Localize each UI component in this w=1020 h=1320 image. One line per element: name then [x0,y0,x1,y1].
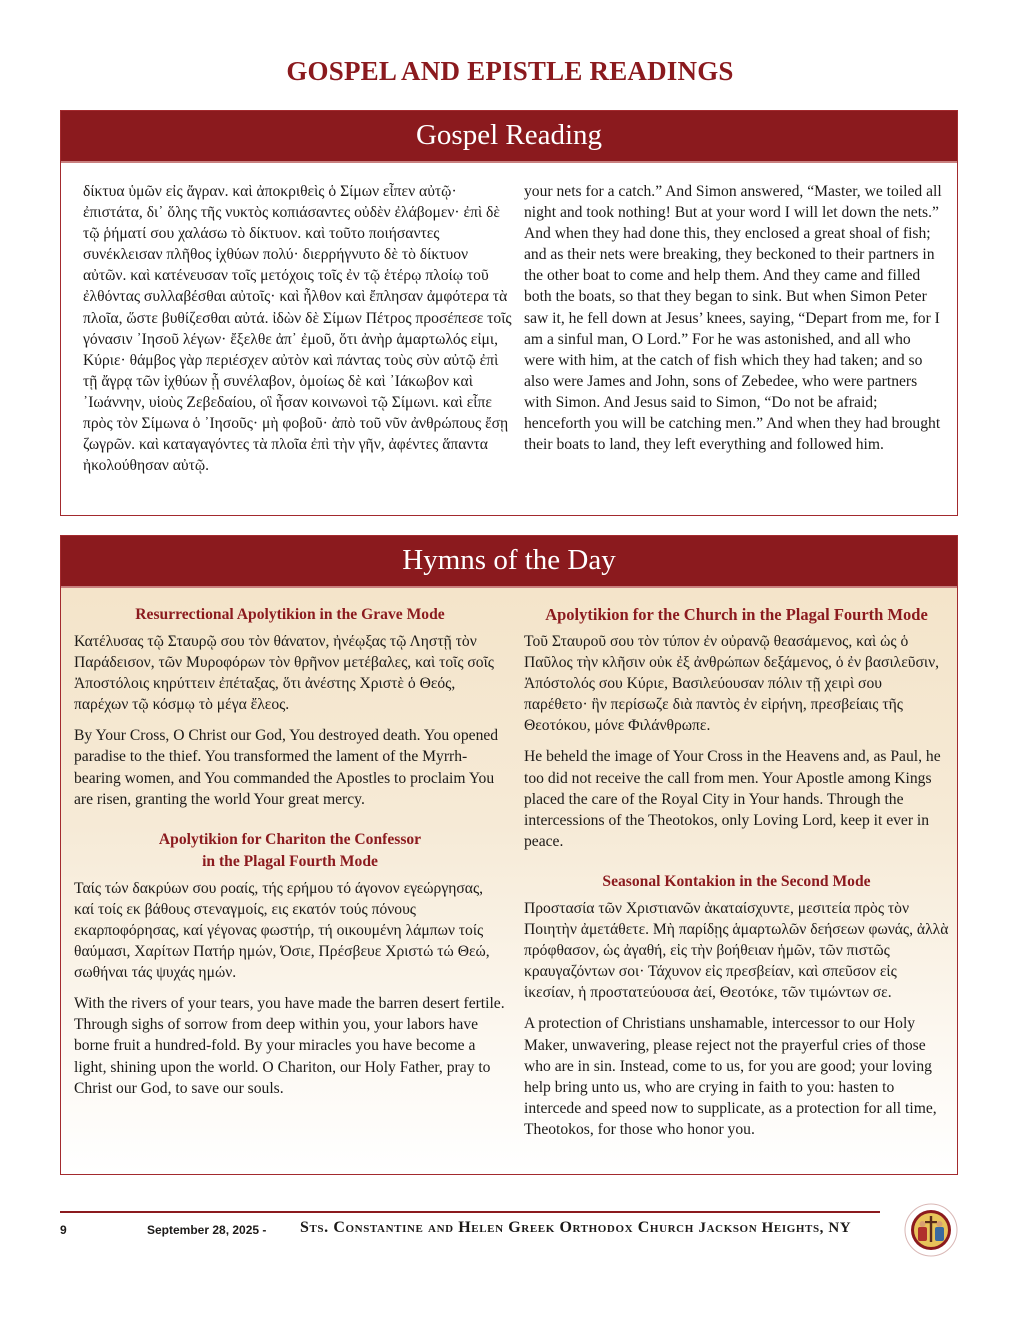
church-name-text: Sts. Constantine and Helen Greek Orthodox Church [300,1219,694,1236]
hymn-english-text: A protection of Christians unshamable, intercessor to our Holy Maker, unwavering, please reject not the prayerful cries of those who are in sin. Instead, come to us, for you are good; your loving help bring unto us, who are crying in faith to you: hasten to intercede and speed now to supplicate, as a protection for all time, Theotokos, for those who honor you. [524,1015,937,1138]
hymns-left-column [74,604,506,1109]
gospel-english-text: your nets for a catch.” And Simon answered, “Master, we toiled all night and took nothing! But at your word I will let down the nets.” And when they had done this, they enclosed a great shoal of fish; and as their nets were breaking, they beckoned to their partners in the other boat to come and help them. And they came and filled both the boats, so that they began to sink. But when Simon Peter saw it, he fell down at Jesus’ knees, saying, “Depart from me, for I am a sinful man, O Lord.” For he was astonished, and all who were with him, at the catch of fish which they had taken; and so also were James and John, sons of Zebedee, who were partners with Simon. And Jesus said to Simon, “Do not be afraid; henceforth you will be catching men.” And when they had brought their boats to land, they left everything and followed him. [524,183,942,454]
page-number: 9 [60,1223,67,1237]
hymn-title: Apolytikion for the Church in the Plagal Fourth Mode [545,605,928,624]
page-footer [0,1219,1020,1243]
hymns-heading: Hymns of the Day [61,536,957,588]
hymn-title: Resurrectional Apolytikion in the Grave Mode [135,606,445,623]
church-name [300,1219,851,1237]
gospel-greek-text: δίκτυα ὑμῶν εἰς ἄγραν. καὶ ἀποκριθεὶς ὁ Σίμων εἶπεν αὐτῷ· ἐπιστάτα, δι᾽ ὅλης τῆς νυκτὸς κοπιάσαντες οὐδὲν ἐλάβομεν· ἐπὶ δὲ τῷ ῥήματί σου χαλάσω τὸ δίκτυον. καὶ τοῦτο ποιήσαντες συνέκλεισαν πλῆθος ἰχθύων πολύ· διερρήγνυτο δὲ τὸ δίκτυον αὐτῶν. καὶ κατένευσαν τοῖς μετόχοις τοῖς ἐν τῷ ἑτέρῳ πλοίῳ τοῦ ἐλθόντας συλλαβέσθαι αὐτοῖς· καὶ ἦλθον καὶ ἔπλησαν ἀμφότερα τὰ πλοῖα, ὥστε βυθίζεσθαι αὐτά. ἰδὼν δὲ Σίμων Πέτρος προσέπεσε τοῖς γόνασιν ᾿Ιησοῦ λέγων· ἔξελθε ἀπ᾿ ἐμοῦ, ὅτι ἀνὴρ ἁμαρτωλός εἰμι, Κύριε· θάμβος γὰρ περιέσχεν αὐτὸν καὶ πάντας τοὺς σὺν αὐτῷ ἐπὶ τῇ ἄγρᾳ τῶν ἰχθύων ᾗ συνέλαβον, ὁμοίως δὲ καὶ ᾿Ιάκωβον καὶ ᾿Ιωάννην, υἱοὺς Ζεβεδαίου, οἳ ἦσαν κοινωνοὶ τῷ Σίμωνι. καὶ εἶπε πρὸς τὸν Σίμωνα ὁ ᾿Ιησοῦς· μὴ φοβοῦ· ἀπὸ τοῦ νῦν ἀνθρώπους ἔσῃ ζωγρῶν. καὶ καταγαγόντες τὰ πλοῖα ἐπὶ τὴν γῆν, ἀφέντες ἅπαντα ἠκολούθησαν αὐτῷ. [83,183,512,475]
hymns-section [60,535,958,1175]
hymn-greek-text: Τοῦ Σταυροῦ σου τὸν τύπον ἐν οὐρανῷ θεασάμενος, καὶ ὡς ὁ Παῦλος τὴν κλῆσιν οὐκ ἐξ ἀνθρώπων δεξάμενος, ὁ ἐν βασιλεῦσιν, Ἀπόστολός σου Κύριε, Βασιλεύουσαν πόλιν τῇ χειρὶ σου παρέθετο· ἣν περίσωζε διὰ παντὸς ἐν εἰρήνη, πρεσβείαις τῆς Θεοτόκου, μόνε Φιλάνθρωπε. [524,633,940,735]
page-title: GOSPEL AND EPISTLE READINGS [286,56,734,86]
hymn-english-text: With the rivers of your tears, you have made the barren desert fertile. Through sighs of sorrow from deep within you, your labors have borne fruit a hundred-fold. By your miracles you have become a light, shining upon the world. O Chariton, our Holy Father, pray to Christ our God, to save our souls. [74,995,505,1097]
hymn-english-text: By Your Cross, O Christ our God, You destroyed death. You opened paradise to the thief. You transformed the lament of the Myrrh-bearing women, and You commanded the Apostles to proclaim You are risen, granting the world Your great mercy. [74,727,499,808]
hymn-title-line: Apolytikion for Chariton the Confessor [158,830,422,848]
hymn-greek-text: Κατέλυσας τῷ Σταυρῷ σου τὸν θάνατον, ἠνέῳξας τῷ Ληστῇ τὸν Παράδεισον, τῶν Μυροφόρων τὸν θρῆνον μετέβαλες, καὶ τοῖς σοῖς Ἀποστόλοις κηρύττειν ἐπέταξας, ὅτι ἀνέστης Χριστὲ ὁ Θεός, παρέχων τῷ κόσμῳ τὸ μέγα ἔλεος. [74,633,494,714]
gospel-english-column [524,181,944,455]
hymn-title [74,829,506,873]
gospel-reading-heading: Gospel Reading [61,111,957,163]
footer-divider [60,1211,880,1213]
gospel-greek-column [83,181,513,476]
church-location: Jackson Heights, NY [698,1220,852,1236]
hymn-title: Seasonal Kontakion in the Second Mode [602,872,871,890]
hymn-greek-text: Προστασία τῶν Χριστιανῶν ἀκαταίσχυντε, μεσιτεία πρὸς τὸν Ποιητὴν ἀμετάθετε. Μὴ παρίδῃς ἁμαρτωλῶν δεήσεων φωνάς, ἀλλὰ πρόφθασον, ὡς ἀγαθή, εἰς τὴν βοήθειαν ἡμῶν, τῶν πιστῶς κραυγαζόντων σοι· Τάχυνον εἰς πρεσβείαν, καὶ σπεῦσον εἰς ἱκεσίαν, ἡ προστατεύουσα ἀεί, Θεοτόκε, τῶν τιμώντων σε. [524,899,949,1002]
gospel-reading-section [60,110,958,516]
bulletin-date: September 28, 2025 - [147,1223,267,1237]
church-seal-icon [904,1203,958,1257]
hymn-english-text: He beheld the image of Your Cross in the Heavens and, as Paul, he too did not receive the call from men. Your Apostle among Kings placed the care of the Royal City in Your hands. Through the intercessions of the Theotokos, only Loving Lord, keep it ever in peace. [524,748,941,850]
hymns-right-column [524,604,949,1150]
hymn-greek-text: Ταίς τών δακρύων σου ροαίς, τής ερήμου τό άγονον εγεώργησας, καί τοίς εκ βάθους στεναγμοίς, εις εκατόν τούς πόνους εκαρποφόρησας, καί γέγονας φωστήρ, τή οικουμένη λάμπων τοίς θαύμασι, Χαρίτων Πατήρ ημών, Όσιε, Πρέσβευε Χριστώ τώ Θεώ, σωθήναι τάς ψυχάς ημών. [74,879,490,982]
hymn-title-line: in the Plagal Fourth Mode [202,852,378,870]
